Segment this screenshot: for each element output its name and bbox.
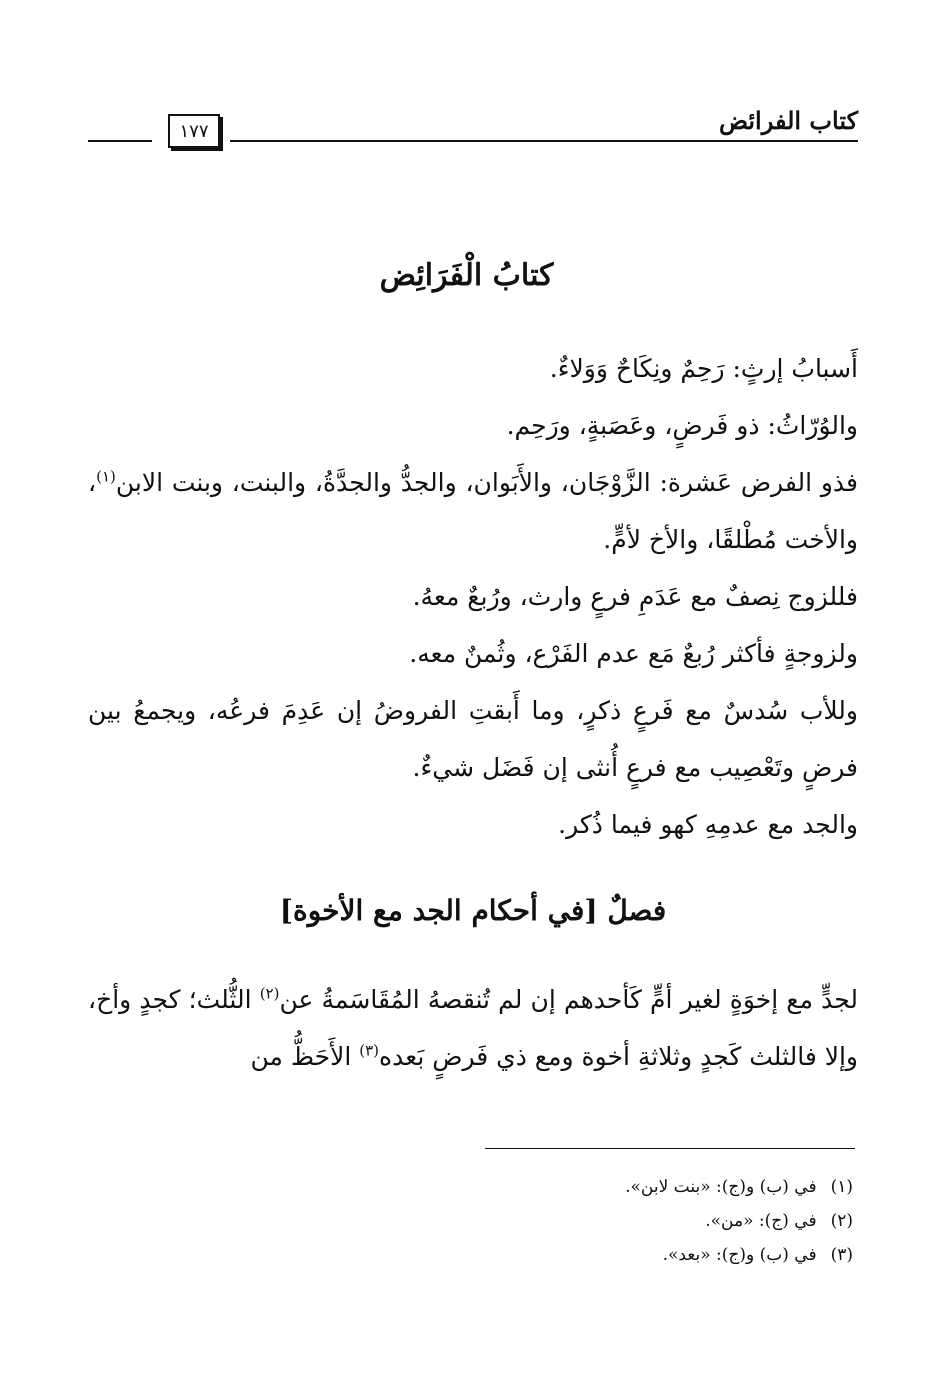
footnote-ref-2: (٢) xyxy=(259,984,280,1003)
paragraph-fard-heirs xyxy=(88,454,858,568)
running-header-title: كتاب الفرائض xyxy=(718,106,858,135)
footnote-2 xyxy=(353,1204,853,1238)
footnote-3-number: (٣) xyxy=(830,1245,853,1265)
section-text-1: لجدٍّ مع إخوَةٍ لغير أمٍّ كَأحدهم إن لم تُنقصهُ المُقَاسَمةُ عن xyxy=(279,985,859,1014)
footnote-2-text: في (ج): «من». xyxy=(705,1211,817,1231)
paragraph-fard-heirs-cont: ، والأخت مُطْلقًا، والأخ لأمٍّ. xyxy=(88,468,858,554)
page-number: ١٧٧ xyxy=(168,114,220,148)
footnote-1 xyxy=(353,1170,853,1204)
running-header xyxy=(88,100,858,156)
section-text-3: الأَحَظُّ من xyxy=(250,1042,360,1071)
footnote-separator xyxy=(485,1148,855,1149)
paragraph-husband: فللزوج نِصفٌ مع عَدَمِ فرعٍ وارث، ورُبعٌ معهُ. xyxy=(412,582,858,611)
footnote-3-text: في (ب) و(ج): «بعد». xyxy=(662,1245,817,1265)
paragraph-father: وللأب سُدسٌ مع فَرعٍ ذكرٍ، وما أَبقتِ الفروضُ إن عَدِمَ فرعُه، ويجمعُ بين فرضٍ وتَعْصِيب مع فرعٍ أُنثى إن فَضَل شيءٌ. xyxy=(88,696,858,782)
section-title: فصلٌ [في أحكام الجد مع الأخوة] xyxy=(279,894,667,927)
main-text xyxy=(88,340,858,1085)
footnote-ref-1: (١) xyxy=(96,467,116,486)
footnote-1-number: (١) xyxy=(830,1177,853,1197)
paragraph-wife: ولزوجةٍ فأكثر رُبعٌ مَع عدم الفَرْع، وثُمنٌ معه. xyxy=(409,639,858,668)
paragraph-fard-heirs-text: فذو الفرض عَشرة: الزَّوْجَان، والأَبَوان، والجدُّ والجدَّةُ، والبنت، وبنت الابن xyxy=(115,468,858,497)
footnote-3 xyxy=(353,1238,853,1272)
chapter-title: كتابُ الْفَرَائِض xyxy=(379,258,554,293)
paragraph-grandfather-brothers xyxy=(88,971,858,1085)
footnotes xyxy=(353,1170,853,1272)
paragraph-grandfather: والجد مع عدمِهِ كهو فيما ذُكر. xyxy=(558,810,858,839)
footnote-ref-3: (٣) xyxy=(359,1041,380,1060)
footnote-2-number: (٢) xyxy=(830,1211,853,1231)
header-rule xyxy=(230,140,858,142)
footnote-1-text: في (ب) و(ج): «بنت لابن». xyxy=(625,1177,817,1197)
header-rule-left xyxy=(88,140,152,142)
section-text-2: الثُّلث؛ كجدٍ وأخ، وإلا فالثلث كَجدٍ وثلاثةِ أخوة ومع ذي فَرضٍ بَعده xyxy=(88,985,858,1071)
paragraph-causes: أَسبابُ إرثٍ: رَحِمٌ ونِكَاحٌ وَوَلاءٌ. xyxy=(549,354,858,383)
paragraph-heirs: والوُرّاثُ: ذو فَرضٍ، وعَصَبةٍ، ورَحِم. xyxy=(506,411,858,440)
